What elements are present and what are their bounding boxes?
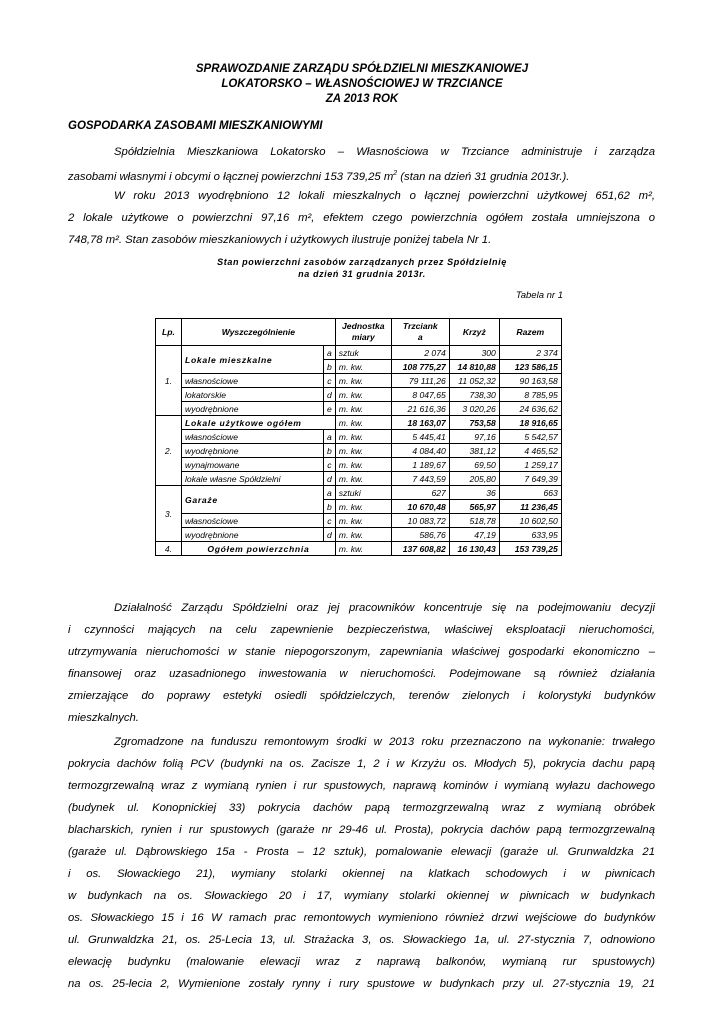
row-razem: 1 259,17 (499, 458, 561, 472)
row-unit: m. kw. (335, 416, 391, 430)
row-krzyz: 11 052,32 (449, 374, 499, 388)
repairs-line: w budynkach na os. Słowackiego 20 i 17, wymiany stolarki okiennej w piwnicach w budynkach (68, 890, 655, 902)
header-trzcianka: Trzciank a (391, 319, 449, 346)
row-krzyz: 381,12 (449, 444, 499, 458)
row-trzcianka: 7 443,59 (391, 472, 449, 486)
row-letter: a (324, 430, 336, 444)
table-row (156, 486, 562, 500)
activity-line: i czynności mających na celu zapewnienie bezpieczeństwa, właściwej eksploatacji nieruchomości, (68, 624, 655, 636)
superscript: 2 (393, 170, 398, 177)
row-letter: d (324, 528, 336, 542)
row-trzcianka: 2 074 (391, 346, 449, 360)
row-letter: b (324, 500, 336, 514)
row-description: wyodrębnione (182, 528, 324, 542)
header-lp: Lp. (156, 319, 182, 346)
table-row (156, 514, 562, 528)
row-trzcianka: 5 445,41 (391, 430, 449, 444)
row-description: własnościowe (182, 430, 324, 444)
intro-text: zasobami własnymi i obcymi o łącznej powierzchni 153 739,25 m (68, 170, 394, 183)
repairs-line: blacharskich, rynien i rur spustowych (garaże nr 29-46 ul. Prosta), pokrycia dachów papą termozgrzewalną (68, 824, 655, 836)
row-krzyz: 753,58 (449, 416, 499, 430)
row-krzyz: 97,16 (449, 430, 499, 444)
row-razem: 2 374 (499, 346, 561, 360)
row-letter: a (324, 486, 336, 500)
row-letter: a (324, 346, 336, 360)
row-krzyz: 47,19 (449, 528, 499, 542)
row-unit: m. kw. (335, 430, 391, 444)
row-letter: c (324, 514, 336, 528)
row-razem: 153 739,25 (499, 542, 561, 556)
row-lp: 4. (156, 542, 182, 556)
row-description: Lokale mieszkalne (182, 346, 324, 374)
row-description: Lokale użytkowe ogółem (182, 416, 336, 430)
row-razem: 123 586,15 (499, 360, 561, 374)
row-trzcianka: 10 083,72 (391, 514, 449, 528)
repairs-line: (budynek ul. Konopnickiej 33) pokrycia dachów papą termozgrzewalną wraz z wymianą obróbek (68, 802, 655, 814)
repairs-line: pokrycia dachów folią PCV (budynki na os. Zacisze 1, 2 i w Krzyżu os. Młodych 5), pokrycia dachu papą (68, 758, 655, 770)
row-krzyz: 300 (449, 346, 499, 360)
repairs-line: elewację budynku (malowanie elewacji wraz z naprawą balkonów, wymianą rur spustowych) (68, 956, 655, 968)
row-razem: 5 542,57 (499, 430, 561, 444)
row-razem: 7 649,39 (499, 472, 561, 486)
row-trzcianka: 79 111,26 (391, 374, 449, 388)
row-letter: b (324, 360, 336, 374)
row-razem: 633,95 (499, 528, 561, 542)
row-lp: 2. (156, 416, 182, 486)
section-heading: GOSPODARKA ZASOBAMI MIESZKANIOWYMI (68, 120, 323, 132)
row-krzyz: 565,97 (449, 500, 499, 514)
intro-line: 2 lokale użytkowe o powierzchni 97,16 m², efektem czego powierzchnia ogółem została umniejszona o (68, 212, 655, 224)
repairs-line: Zgromadzone na funduszu remontowym środki w 2013 roku przeznaczono na wykonanie: trwałego (114, 736, 655, 748)
row-unit: m. kw. (335, 514, 391, 528)
row-krzyz: 205,80 (449, 472, 499, 486)
row-description: własnościowe (182, 514, 324, 528)
row-razem: 18 916,65 (499, 416, 561, 430)
row-unit: m. kw. (335, 472, 391, 486)
row-unit: m. kw. (335, 500, 391, 514)
row-letter: b (324, 444, 336, 458)
row-lp: 1. (156, 346, 182, 416)
table-row (156, 416, 562, 430)
table-caption-line-1: Stan powierzchni zasobów zarządzanych przez Spółdzielnię (217, 257, 507, 267)
row-trzcianka: 627 (391, 486, 449, 500)
table-caption-line-2: na dzień 31 grudnia 2013r. (298, 269, 426, 279)
report-title-line-1: SPRAWOZDANIE ZARZĄDU SPÓŁDZIELNI MIESZKANIOWEJ (195, 63, 529, 75)
row-razem: 10 602,50 (499, 514, 561, 528)
row-krzyz: 3 020,26 (449, 402, 499, 416)
row-unit: m. kw. (335, 528, 391, 542)
header-razem: Razem (499, 319, 561, 346)
repairs-line: os. Słowackiego 15 i 16 W ramach prac remontowych wymieniono również drzwi wejściowe do budynków (68, 912, 655, 924)
table-number-label: Tabela nr 1 (515, 290, 563, 301)
row-letter: d (324, 388, 336, 402)
row-description: wynajmowane (182, 458, 324, 472)
row-trzcianka: 21 616,36 (391, 402, 449, 416)
header-unit: Jednostka miary (335, 319, 391, 346)
table-row (156, 444, 562, 458)
row-description: wyodrębnione (182, 402, 324, 416)
header-description: Wyszczególnienie (182, 319, 336, 346)
row-letter: d (324, 472, 336, 486)
row-krzyz: 14 810,88 (449, 360, 499, 374)
row-trzcianka: 586,76 (391, 528, 449, 542)
row-krzyz: 738,30 (449, 388, 499, 402)
repairs-line: na os. 25-lecia 2, Wymienione zostały rynny i rury spustowe w budynkach przy ul. 27-stycznia 19, 21 (68, 978, 655, 990)
row-krzyz: 36 (449, 486, 499, 500)
row-razem: 11 236,45 (499, 500, 561, 514)
row-razem: 8 785,95 (499, 388, 561, 402)
table-total-row (156, 542, 562, 556)
row-description: własnościowe (182, 374, 324, 388)
row-razem: 90 163,58 (499, 374, 561, 388)
activity-line: finansowej oraz uzasadnionego inwestowania w nieruchomości. Podejmowane są również działania (68, 668, 655, 680)
row-trzcianka: 4 084,40 (391, 444, 449, 458)
intro-text: (stan na dzień 31 grudnia 2013r.). (397, 170, 570, 183)
row-lp: 3. (156, 486, 182, 542)
row-trzcianka: 137 608,82 (391, 542, 449, 556)
activity-line: Działalność Zarządu Spółdzielni oraz jej pracowników koncentruje się na podejmowaniu decyzji (114, 602, 655, 614)
header-krzyz: Krzyż (449, 319, 499, 346)
repairs-line: ul. Grunwaldzka 21, os. 25-Lecia 13, ul. Strażacka 3, os. Słowackiego 1a, ul. 27-stycznia 7, odnowiono (68, 934, 655, 946)
row-unit: m. kw. (335, 542, 391, 556)
row-unit: m. kw. (335, 360, 391, 374)
row-letter: c (324, 458, 336, 472)
resources-table (155, 318, 562, 556)
table-row (156, 346, 562, 360)
table-row (156, 430, 562, 444)
row-description: lokale własne Spółdzielni (182, 472, 324, 486)
table-row (156, 458, 562, 472)
activity-line: mieszkalnych. (68, 712, 139, 724)
report-title-line-2: LOKATORSKO – WŁASNOŚCIOWEJ W TRZCIANCE (221, 78, 503, 90)
row-trzcianka: 108 775,27 (391, 360, 449, 374)
row-description: lokatorskie (182, 388, 324, 402)
row-krzyz: 69,50 (449, 458, 499, 472)
row-unit: m. kw. (335, 458, 391, 472)
row-unit: sztuki (335, 486, 391, 500)
activity-line: utrzymywania nieruchomości w stanie niepogorszonym, zapewniania właściwej gospodarki ekonomiczno – (68, 646, 655, 658)
table-row (156, 528, 562, 542)
table-header-row (156, 319, 562, 346)
table-row (156, 402, 562, 416)
row-letter: c (324, 374, 336, 388)
row-description: Ogółem powierzchnia (182, 542, 336, 556)
row-description: wyodrębnione (182, 444, 324, 458)
repairs-line: (garaże ul. Dąbrowskiego 15a - Prosta – 12 sztuk), pomalowanie elewacji (garaże ul. Grunwaldzka 21 (68, 846, 655, 858)
row-trzcianka: 18 163,07 (391, 416, 449, 430)
activity-line: zmierzające do poprawy estetyki osiedli spółdzielczych, terenów zielonych i kolorystyki budynków (68, 690, 655, 702)
row-razem: 24 636,62 (499, 402, 561, 416)
row-unit: m. kw. (335, 374, 391, 388)
report-title-line-3: ZA 2013 ROK (325, 93, 399, 105)
repairs-line: termozgrzewalną wraz z wymianą rynien i rur spustowych, naprawą kominów i wymianą wyłazu dachowego (68, 780, 655, 792)
row-trzcianka: 1 189,67 (391, 458, 449, 472)
table-row (156, 472, 562, 486)
intro-line: 748,78 m². Stan zasobów mieszkaniowych i użytkowych ilustruje poniżej tabela Nr 1. (68, 234, 492, 246)
row-letter: e (324, 402, 336, 416)
table-row (156, 388, 562, 402)
intro-line: W roku 2013 wyodrębniono 12 lokali mieszkalnych o łącznej powierzchni użytkowej 651,62 m², (114, 190, 655, 202)
table-row (156, 374, 562, 388)
row-unit: m. kw. (335, 388, 391, 402)
row-description: Garaże (182, 486, 324, 514)
row-unit: m. kw. (335, 402, 391, 416)
row-razem: 4 465,52 (499, 444, 561, 458)
row-krzyz: 16 130,43 (449, 542, 499, 556)
row-unit: sztuk (335, 346, 391, 360)
row-trzcianka: 8 047,65 (391, 388, 449, 402)
row-unit: m. kw. (335, 444, 391, 458)
intro-line: Spółdzielnia Mieszkaniowa Lokatorsko – Własnościowa w Trzciance administruje i zarządza (114, 146, 655, 158)
row-razem: 663 (499, 486, 561, 500)
row-krzyz: 518,78 (449, 514, 499, 528)
row-trzcianka: 10 670,48 (391, 500, 449, 514)
repairs-line: i os. Słowackiego 21), wymiany stolarki okiennej na klatkach schodowych i w piwnicach (68, 868, 655, 880)
